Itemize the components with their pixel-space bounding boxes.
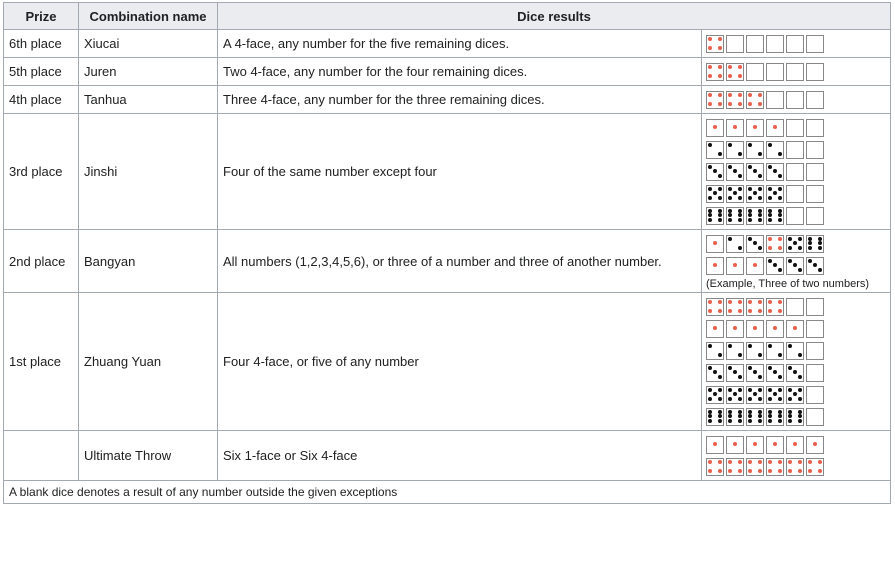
die-face-4-icon bbox=[746, 91, 764, 109]
dice-line bbox=[706, 61, 886, 82]
description-cell: Six 1-face or Six 4-face bbox=[218, 431, 702, 481]
header-prize: Prize bbox=[4, 3, 79, 30]
dice-line bbox=[706, 205, 886, 226]
blank-die-icon bbox=[786, 298, 804, 316]
die-face-2-icon bbox=[706, 141, 724, 159]
die-face-6-icon bbox=[706, 207, 724, 225]
description-cell: A 4-face, any number for the five remaining dices. bbox=[218, 30, 702, 58]
dice-results-cell bbox=[702, 230, 891, 293]
dice-line bbox=[706, 89, 886, 110]
die-face-1-icon bbox=[706, 436, 724, 454]
blank-die-icon bbox=[766, 91, 784, 109]
header-combination-name: Combination name bbox=[79, 3, 218, 30]
die-face-3-icon bbox=[746, 163, 764, 181]
combination-name-cell: Ultimate Throw bbox=[79, 431, 218, 481]
die-face-2-icon bbox=[786, 342, 804, 360]
die-face-1-icon bbox=[786, 436, 804, 454]
prize-cell bbox=[4, 431, 79, 481]
blank-die-icon bbox=[786, 63, 804, 81]
blank-die-icon bbox=[786, 119, 804, 137]
dice-line bbox=[706, 161, 886, 182]
die-face-1-icon bbox=[806, 436, 824, 454]
die-face-1-icon bbox=[746, 119, 764, 137]
die-face-1-icon bbox=[766, 320, 784, 338]
blank-die-icon bbox=[806, 119, 824, 137]
blank-die-icon bbox=[786, 163, 804, 181]
dice-results-cell bbox=[702, 114, 891, 230]
table-row bbox=[4, 86, 891, 114]
dice-line bbox=[706, 384, 886, 405]
blank-die-icon bbox=[806, 207, 824, 225]
die-face-4-icon bbox=[706, 91, 724, 109]
die-face-5-icon bbox=[746, 386, 764, 404]
dice-line bbox=[706, 33, 886, 54]
die-face-3-icon bbox=[786, 257, 804, 275]
die-face-3-icon bbox=[786, 364, 804, 382]
die-face-5-icon bbox=[786, 235, 804, 253]
blank-die-icon bbox=[806, 386, 824, 404]
die-face-1-icon bbox=[706, 119, 724, 137]
die-face-2-icon bbox=[746, 342, 764, 360]
dice-results-cell bbox=[702, 30, 891, 58]
blank-die-icon bbox=[786, 141, 804, 159]
die-face-1-icon bbox=[746, 320, 764, 338]
combination-name-cell: Zhuang Yuan bbox=[79, 293, 218, 431]
die-face-4-icon bbox=[726, 63, 744, 81]
die-face-6-icon bbox=[726, 207, 744, 225]
description-cell: Three 4-face, any number for the three remaining dices. bbox=[218, 86, 702, 114]
description-cell: Four 4-face, or five of any number bbox=[218, 293, 702, 431]
table-row bbox=[4, 293, 891, 431]
die-face-3-icon bbox=[766, 364, 784, 382]
die-face-5-icon bbox=[766, 185, 784, 203]
blank-die-icon bbox=[786, 35, 804, 53]
prize-cell: 6th place bbox=[4, 30, 79, 58]
die-face-1-icon bbox=[726, 436, 744, 454]
die-face-5-icon bbox=[766, 386, 784, 404]
die-face-6-icon bbox=[786, 408, 804, 426]
table-row bbox=[4, 230, 891, 293]
die-face-1-icon bbox=[706, 257, 724, 275]
die-face-5-icon bbox=[786, 386, 804, 404]
die-face-1-icon bbox=[766, 436, 784, 454]
die-face-1-icon bbox=[706, 235, 724, 253]
die-face-4-icon bbox=[746, 298, 764, 316]
die-face-1-icon bbox=[746, 257, 764, 275]
dice-line bbox=[706, 255, 886, 276]
die-face-4-icon bbox=[706, 458, 724, 476]
die-face-4-icon bbox=[726, 298, 744, 316]
blank-die-icon bbox=[806, 364, 824, 382]
die-face-6-icon bbox=[726, 408, 744, 426]
blank-die-icon bbox=[786, 207, 804, 225]
die-face-5-icon bbox=[726, 185, 744, 203]
footer-row bbox=[4, 481, 891, 504]
blank-die-icon bbox=[806, 185, 824, 203]
blank-die-icon bbox=[786, 91, 804, 109]
dice-line bbox=[706, 117, 886, 138]
die-face-4-icon bbox=[786, 458, 804, 476]
blank-die-icon bbox=[806, 408, 824, 426]
blank-die-icon bbox=[806, 342, 824, 360]
die-face-3-icon bbox=[766, 163, 784, 181]
die-face-2-icon bbox=[726, 141, 744, 159]
blank-die-icon bbox=[746, 35, 764, 53]
dice-line bbox=[706, 456, 886, 477]
die-face-5-icon bbox=[706, 386, 724, 404]
blank-die-icon bbox=[766, 63, 784, 81]
table-row bbox=[4, 431, 891, 481]
combination-name-cell: Bangyan bbox=[79, 230, 218, 293]
die-face-1-icon bbox=[726, 320, 744, 338]
combination-name-cell: Xiucai bbox=[79, 30, 218, 58]
die-face-4-icon bbox=[726, 458, 744, 476]
die-face-6-icon bbox=[746, 207, 764, 225]
description-cell: Two 4-face, any number for the four remaining dices. bbox=[218, 58, 702, 86]
die-face-4-icon bbox=[806, 458, 824, 476]
blank-die-icon bbox=[806, 163, 824, 181]
dice-results-cell bbox=[702, 86, 891, 114]
die-face-3-icon bbox=[726, 364, 744, 382]
dice-results-cell bbox=[702, 431, 891, 481]
footer-note: A blank dice denotes a result of any number outside the given exceptions bbox=[4, 481, 891, 504]
die-face-2-icon bbox=[746, 141, 764, 159]
prize-cell: 4th place bbox=[4, 86, 79, 114]
die-face-5-icon bbox=[706, 185, 724, 203]
die-face-4-icon bbox=[726, 91, 744, 109]
combination-name-cell: Jinshi bbox=[79, 114, 218, 230]
die-face-3-icon bbox=[726, 163, 744, 181]
die-face-5-icon bbox=[746, 185, 764, 203]
prize-cell: 2nd place bbox=[4, 230, 79, 293]
die-face-1-icon bbox=[766, 119, 784, 137]
blank-die-icon bbox=[806, 91, 824, 109]
die-face-4-icon bbox=[766, 235, 784, 253]
prize-cell: 5th place bbox=[4, 58, 79, 86]
die-face-1-icon bbox=[706, 320, 724, 338]
die-face-4-icon bbox=[766, 298, 784, 316]
die-face-3-icon bbox=[706, 364, 724, 382]
combination-name-cell: Tanhua bbox=[79, 86, 218, 114]
die-face-6-icon bbox=[706, 408, 724, 426]
dice-line bbox=[706, 434, 886, 455]
die-face-3-icon bbox=[806, 257, 824, 275]
table-row bbox=[4, 58, 891, 86]
die-face-1-icon bbox=[726, 119, 744, 137]
die-face-5-icon bbox=[726, 386, 744, 404]
die-face-4-icon bbox=[706, 35, 724, 53]
die-face-6-icon bbox=[746, 408, 764, 426]
blank-die-icon bbox=[726, 35, 744, 53]
header-row bbox=[4, 3, 891, 30]
example-note: (Example, Three of two numbers) bbox=[706, 278, 870, 290]
die-face-3-icon bbox=[766, 257, 784, 275]
dice-line bbox=[706, 296, 886, 317]
die-face-6-icon bbox=[766, 408, 784, 426]
die-face-2-icon bbox=[766, 141, 784, 159]
blank-die-icon bbox=[806, 298, 824, 316]
die-face-4-icon bbox=[706, 63, 724, 81]
die-face-4-icon bbox=[766, 458, 784, 476]
die-face-3-icon bbox=[746, 235, 764, 253]
dice-line bbox=[706, 139, 886, 160]
prize-cell: 1st place bbox=[4, 293, 79, 431]
die-face-6-icon bbox=[766, 207, 784, 225]
blank-die-icon bbox=[746, 63, 764, 81]
blank-die-icon bbox=[806, 141, 824, 159]
die-face-2-icon bbox=[706, 342, 724, 360]
dice-line bbox=[706, 233, 886, 254]
die-face-1-icon bbox=[786, 320, 804, 338]
description-cell: Four of the same number except four bbox=[218, 114, 702, 230]
blank-die-icon bbox=[806, 35, 824, 53]
dice-line bbox=[706, 183, 886, 204]
dice-line bbox=[706, 362, 886, 383]
header-dice-results: Dice results bbox=[218, 3, 891, 30]
dice-line bbox=[706, 340, 886, 361]
die-face-3-icon bbox=[706, 163, 724, 181]
dice-line bbox=[706, 406, 886, 427]
die-face-2-icon bbox=[726, 342, 744, 360]
dice-results-cell bbox=[702, 58, 891, 86]
die-face-4-icon bbox=[746, 458, 764, 476]
die-face-6-icon bbox=[806, 235, 824, 253]
blank-die-icon bbox=[786, 185, 804, 203]
die-face-1-icon bbox=[726, 257, 744, 275]
blank-die-icon bbox=[766, 35, 784, 53]
prize-table bbox=[3, 2, 891, 504]
prize-cell: 3rd place bbox=[4, 114, 79, 230]
die-face-2-icon bbox=[726, 235, 744, 253]
die-face-4-icon bbox=[706, 298, 724, 316]
combination-name-cell: Juren bbox=[79, 58, 218, 86]
dice-results-cell bbox=[702, 293, 891, 431]
blank-die-icon bbox=[806, 63, 824, 81]
table-row bbox=[4, 114, 891, 230]
table-row bbox=[4, 30, 891, 58]
description-cell: All numbers (1,2,3,4,5,6), or three of a number and three of another number. bbox=[218, 230, 702, 293]
blank-die-icon bbox=[806, 320, 824, 338]
die-face-3-icon bbox=[746, 364, 764, 382]
dice-line bbox=[706, 318, 886, 339]
die-face-2-icon bbox=[766, 342, 784, 360]
die-face-1-icon bbox=[746, 436, 764, 454]
